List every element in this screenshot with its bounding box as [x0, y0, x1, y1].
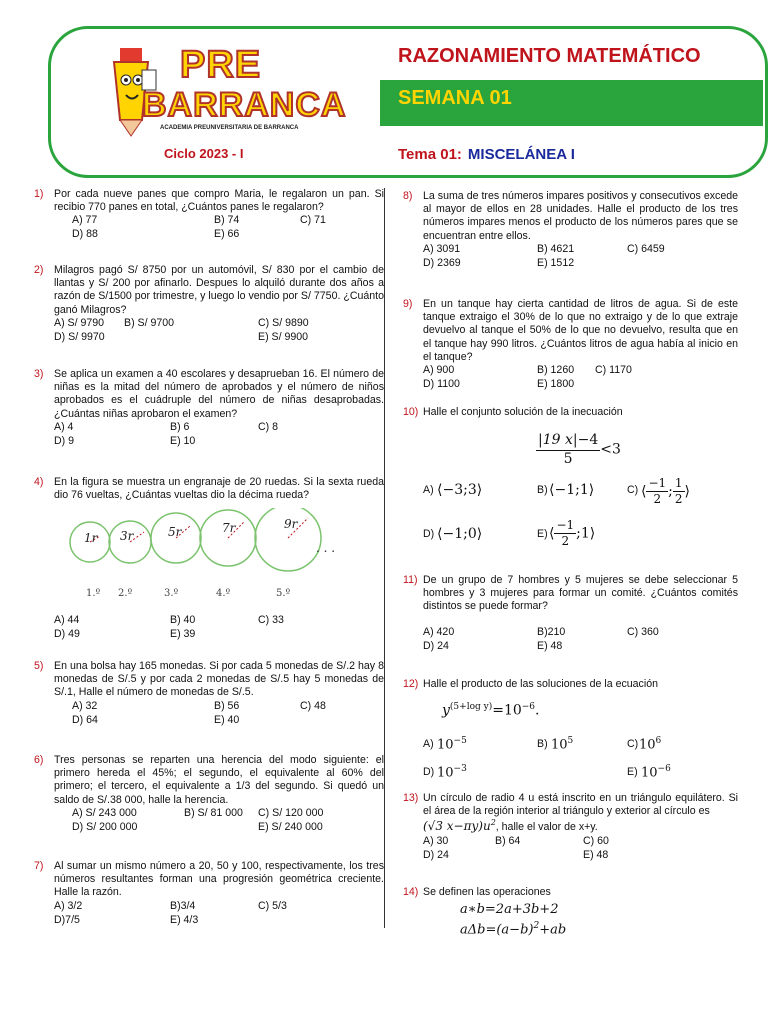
- question-text: La suma de tres números impares positivos y consecutivos excede al mayor de ellos en 28 unidades. Halle el producto de los tres números impares menos el producto de los números pares que se encuentran entre ellos.: [423, 190, 738, 242]
- tema-name: MISCELÁNEA I: [467, 146, 575, 163]
- gear-ordinal: 2.º: [118, 588, 133, 599]
- q12-options: A) $10^{-5}$ B) $10^5$ C) $10^6$ D) $10^{-3}$ E) $10^{-6}$: [423, 736, 671, 781]
- option: E) 66: [214, 228, 240, 241]
- option: D) 49: [54, 628, 80, 640]
- question-number: 9): [403, 298, 413, 310]
- option: B) S/ 9700: [124, 316, 175, 329]
- option: E) 40: [214, 713, 240, 726]
- question-number: 3): [34, 368, 44, 380]
- question-text: Por cada nueve panes que compro Maria, le regalaron un pan. Si recibio 770 panes en total, ¿Cuántos panes le regalaron?: [54, 188, 384, 214]
- option: E) 4/3: [170, 913, 199, 926]
- option: E) 1800: [537, 378, 575, 391]
- question-text: Al sumar un mismo número a 20, 50 y 100, respectivamente, los tres números resultantes forman una progresión geométrica creciente. Halle la razón.: [54, 860, 384, 899]
- option: C) 8: [258, 420, 279, 433]
- option: B)3/4: [170, 899, 196, 912]
- question-13: 13) Un círculo de radio 4 u está inscrito en un triángulo equilátero. Si el área de la región interior al triángulo y exterior al círculo es (√3 $x-\pi y)u^2$, halle el valor de x+y. A) 30 B) 64 C) 60 D) 24 E) 48: [403, 792, 738, 861]
- option: D) S/ 200 000: [72, 820, 138, 833]
- option: D)7/5: [54, 913, 80, 926]
- question-number: 4): [34, 476, 44, 488]
- option: D) 24: [423, 639, 449, 652]
- option: D) 1100: [423, 378, 460, 391]
- option: B): [537, 484, 548, 496]
- tema-line: [398, 146, 575, 165]
- option: A) 44: [54, 614, 80, 626]
- column-divider: [384, 188, 385, 928]
- logo-pre-text: PRE: [180, 44, 262, 86]
- question-number: 13): [403, 792, 419, 804]
- gear-ordinal: 3.º: [164, 588, 179, 599]
- option: A): [423, 484, 434, 496]
- option: B) 6: [170, 420, 190, 433]
- question-text: De un grupo de 7 hombres y 5 mujeres se debe seleccionar 5 hombres y 3 mujeres para formar un comité. ¿Cuántos comités distintos se puede formar?: [423, 574, 738, 613]
- option: C) 360: [627, 625, 659, 638]
- option: D) 9: [54, 434, 75, 447]
- option: A) 900: [423, 364, 455, 377]
- option: B) 64: [495, 834, 521, 847]
- question-number: 6): [34, 754, 44, 766]
- academy-logo: [80, 20, 347, 170]
- option: B) 74: [214, 214, 240, 227]
- logo-barranca-text: BARRANCA: [142, 86, 347, 124]
- option: A) S/ 9790: [54, 316, 105, 329]
- question-3: [34, 368, 384, 449]
- option: C) 6459: [627, 242, 665, 255]
- option: E) 48: [583, 848, 609, 861]
- gear-wheels-figure: [66, 508, 346, 604]
- option: D) 88: [72, 228, 98, 241]
- question-text: Halle el producto de las soluciones de la ecuación: [423, 678, 658, 690]
- question-number: 10): [403, 406, 419, 418]
- question-6: [34, 754, 384, 835]
- question-4: [34, 476, 384, 502]
- option: C): [627, 738, 639, 750]
- option: B): [537, 738, 548, 750]
- question-text: Halle el conjunto solución de la inecuación: [423, 406, 623, 418]
- gear-ordinal: 5.º: [276, 588, 291, 599]
- option: C): [627, 484, 639, 496]
- question-number: 8): [403, 190, 413, 202]
- question-number: 12): [403, 678, 419, 690]
- question-number: 5): [34, 660, 44, 672]
- gear-radius-label: 3r: [120, 529, 134, 543]
- option: D): [423, 528, 435, 540]
- option: B) S/ 81 000: [184, 806, 243, 819]
- option: A) 30: [423, 834, 449, 847]
- option: A) 420: [423, 625, 455, 638]
- gear-ordinal: 1.º: [86, 588, 101, 599]
- question-2: [34, 264, 384, 345]
- question-text: Se aplica un examen a 40 escolares y desaprueban 16. El número de niñas es la mitad del número de aprobados y el número de niños aprobados es el cuádruple del número de niñas desaprobadas. ¿Cuántas niñas aprobaron el examen?: [54, 368, 384, 420]
- operation-definitions: a∗b=2a+3b+2 $a\Delta b=(a-b)^2+ab$: [460, 902, 567, 937]
- course-title: RAZONAMIENTO MATEMÁTICO: [398, 45, 701, 67]
- question-text-cont: , halle el valor de x+y.: [495, 821, 598, 834]
- logo-academia-text: ACADEMIA PREUNIVERSITARIA DE BARRANCA: [160, 125, 299, 131]
- option: E): [627, 766, 638, 778]
- option: A) 3091: [423, 242, 461, 255]
- option: B) 56: [214, 699, 240, 712]
- question-text: Tres personas se reparten una herencia del modo siguiente: el primero hereda el 45%; el segundo, el equivalente al 60% del primero; el tercero, el equivalente a 1/3 del segundo. Si quedó un saldo de S/.38 000, halle la herencia.: [54, 754, 384, 806]
- question-text: En la figura se muestra un engranaje de 20 ruedas. Si la sexta rueda dio 76 vueltas, ¿Cuántas vueltas dio la décima rueda?: [54, 476, 384, 502]
- question-text: Se definen las operaciones: [423, 886, 551, 898]
- option: A) S/ 243 000: [72, 806, 137, 819]
- question-12: [403, 678, 738, 691]
- option: C) 71: [300, 214, 326, 227]
- option: D): [423, 766, 435, 778]
- ciclo-label: Ciclo 2023 - I: [164, 146, 244, 161]
- question-5: [34, 660, 384, 728]
- option: C) S/ 9890: [258, 316, 309, 329]
- gear-radius-label: 7r: [222, 521, 236, 535]
- gear-radius-label: 9r: [284, 517, 298, 531]
- question-text: En un tanque hay cierta cantidad de litros de agua. Si de este tanque extraigo el 30% de lo que no extraigo y de lo que extraje devuelvo al tanque el 50% de lo que no devuelvo, resulta que en el tanque hay 990 litros. ¿Cuántos litros de agua había al inicio en el tanque?: [423, 298, 738, 363]
- option: E) 48: [537, 639, 563, 652]
- option: A) 77: [72, 214, 98, 227]
- question-11: [403, 574, 738, 654]
- question-1: [34, 188, 384, 242]
- option: D) 24: [423, 848, 449, 861]
- semana-title: SEMANA 01: [398, 87, 512, 109]
- option: B) 4621: [537, 242, 575, 255]
- question-number: 7): [34, 860, 44, 872]
- option: D) 64: [72, 713, 98, 726]
- option: A): [423, 738, 434, 750]
- option: E): [537, 528, 548, 540]
- log-equation: $y^{(5+log y)}=10^{-6}$.: [442, 702, 540, 719]
- question-text: Milagros pagó S/ 8750 por un automóvil, S/ 830 por el cambio de llantas y S/ 200 por afinarlo. Despues lo alquiló durante dos años a razón de S/1500 por trimestre, y luego lo vendio por S/ 7750. ¿Cuánto ganó Milagros?: [54, 264, 384, 316]
- question-9: [403, 298, 738, 392]
- gear-radius-label: 1r: [84, 531, 98, 545]
- tema-label: Tema 01:: [398, 146, 462, 163]
- question-text: En una bolsa hay 165 monedas. Si por cada 5 monedas de S/.2 hay 8 monedas de S/.5 y por cada 2 monedas de S/.5 hay 5 monedas de S/.1, Halle el número de monedas de S/.5.: [54, 660, 384, 699]
- option: A) 4: [54, 420, 74, 433]
- option: A) 32: [72, 699, 98, 712]
- inequality-formula: $\frac{|19 x|-4}{5}$ <3: [538, 432, 621, 467]
- question-8: [403, 190, 738, 271]
- option: E) S/ 9900: [258, 330, 309, 343]
- question-number: 1): [34, 188, 44, 200]
- option: C) S/ 120 000: [258, 806, 324, 819]
- option: D) S/ 9970: [54, 330, 105, 343]
- option: C) 5/3: [258, 899, 287, 912]
- gear-ellipsis: . . .: [316, 541, 336, 555]
- question-10: [403, 406, 738, 419]
- option: E) 39: [170, 628, 196, 640]
- option: B) 1260: [537, 364, 575, 377]
- q10-options: A) ⟨−3;3⟩ B) ⟨−1;1⟩ C) ⟨ $\frac{-1}{2}$ ; $\frac{1}{2}$ ⟩ D) ⟨−1;0⟩ E) ⟨ $\frac{-1}{2}$ ;1⟩: [423, 476, 690, 548]
- question-14: [403, 886, 738, 899]
- question-number: 2): [34, 264, 44, 276]
- option: C) 60: [583, 834, 609, 847]
- option: D) 2369: [423, 256, 461, 269]
- question-7: [34, 860, 384, 928]
- gear-radius-label: 5r: [168, 525, 182, 539]
- option: E) 1512: [537, 256, 575, 269]
- question-number: 11): [403, 574, 418, 586]
- option: C) 33: [258, 614, 284, 626]
- gear-ordinal: 4.º: [216, 588, 231, 599]
- option: E) 10: [170, 434, 196, 447]
- question-4-options: [54, 614, 384, 642]
- question-text: Un círculo de radio 4 u está inscrito en un triángulo equilátero. Si el área de la región interior al triángulo y exterior al círculo es: [423, 792, 738, 818]
- option: A) 3/2: [54, 899, 83, 912]
- option: C) 1170: [595, 364, 632, 377]
- option: C) 48: [300, 699, 326, 712]
- option: E) S/ 240 000: [258, 820, 323, 833]
- option: B) 40: [170, 614, 196, 626]
- option: B)210: [537, 625, 566, 638]
- question-number: 14): [403, 886, 419, 898]
